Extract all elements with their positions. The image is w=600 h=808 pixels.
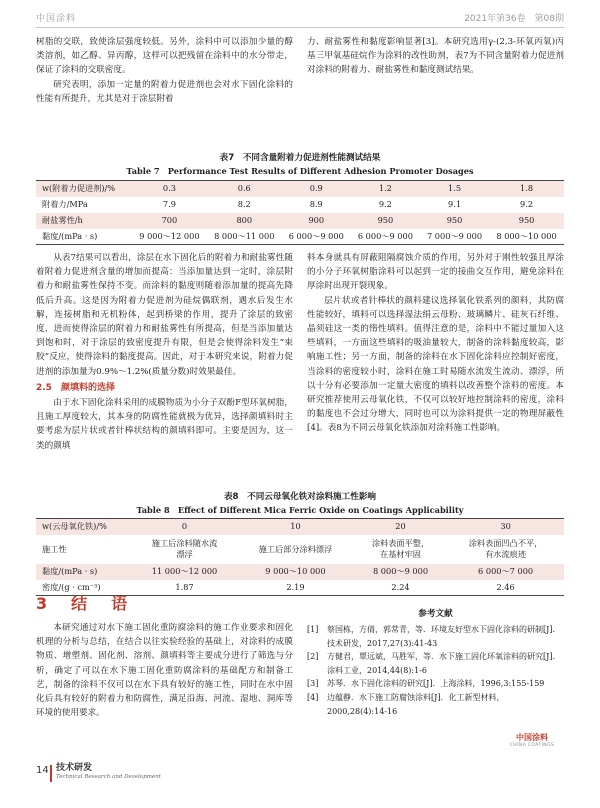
row-label: w(云母氧化铁)/% xyxy=(36,519,132,535)
table-cell: 0.3 xyxy=(132,181,207,197)
middle-right-column xyxy=(307,251,564,436)
top-left-column xyxy=(36,35,293,106)
table8-title-zh: 表8 不同云母氧化铁对涂料施工性影响 xyxy=(223,492,377,502)
table-cell: 2.46 xyxy=(447,580,564,596)
table-row xyxy=(36,564,564,580)
footer-section-en: Technical Research and Development xyxy=(56,774,161,780)
table-cell: 800 xyxy=(207,213,282,229)
row-label: 黏度/(mPa · s) xyxy=(36,229,132,245)
reference-text: 边蕴静．水下施工防腐蚀涂料[J]．化工新型材料，2000,28(4):14-16 xyxy=(327,692,505,716)
section-3-heading: 3 结 语 xyxy=(36,594,132,613)
table-cell: 950 xyxy=(351,213,420,229)
table-cell: 2.24 xyxy=(354,580,447,596)
row-label: 耐盐雾性/h xyxy=(36,213,132,229)
table-cell: 6 000～9 000 xyxy=(282,229,351,245)
table-cell: 6 000～7 000 xyxy=(447,564,564,580)
footer-accent-bar xyxy=(50,765,52,782)
table-cell: 0 xyxy=(132,519,237,535)
table-cell: 1.8 xyxy=(489,181,564,197)
table-cell: 1.5 xyxy=(420,181,489,197)
reference-number: [2] xyxy=(307,652,319,662)
row-label: 附着力/MPa xyxy=(42,199,88,209)
table-cell: 0.9 xyxy=(282,181,351,197)
reference-item xyxy=(307,691,564,718)
footer-section-zh: 技术研发 xyxy=(56,763,93,773)
table-cell: 9.2 xyxy=(378,199,392,209)
middle-right-paragraph-1: 料本身就具有屏蔽阻隔腐蚀介质的作用，另外对于刚性较强且厚涂的小分子环氧树脂涂料可以起到一定的接曲交互作用，避免涂料在厚涂时出现开裂现象。 xyxy=(307,253,564,292)
header-rule xyxy=(36,27,564,28)
table8 xyxy=(36,518,564,596)
page-number: 14 xyxy=(36,765,49,776)
row-label: 密度/(g · cm⁻³) xyxy=(36,580,132,596)
table-cell: 950 xyxy=(489,213,564,229)
table-cell: 8 000～10 000 xyxy=(489,229,564,245)
section-2-5-heading: 2.5 颜填料的选择 xyxy=(36,382,115,393)
table-cell: 施工后部分涂料漂浮 xyxy=(258,543,333,554)
row-label: w(附着力促进剂)/% xyxy=(36,181,132,197)
reference-item xyxy=(307,623,564,650)
table-cell: 8.9 xyxy=(309,199,323,209)
references-list xyxy=(307,623,564,718)
logo-zh: 中国涂料 xyxy=(516,733,548,742)
top-right-column xyxy=(307,35,564,78)
table7-title-en: Table 7 Performance Test Results of Different Adhesion Promoter Dosages xyxy=(126,166,474,176)
reference-text: 方健君，覃远斌，马胜军，等．水下施工固化环氧涂料的研究[J]．涂料工业，2014,44(8):1-6 xyxy=(327,652,561,675)
table-row xyxy=(36,229,564,245)
table7-title-zh: 表7 不同含量附着力促进剂性能测试结果 xyxy=(219,153,381,163)
table-cell: 8 000～11 000 xyxy=(207,229,282,245)
middle-left-column xyxy=(36,251,293,453)
journal-logo xyxy=(500,733,564,749)
table-cell: 1.87 xyxy=(132,580,237,596)
top-left-paragraph-1: 树脂的交联，致使涂层强度较低。另外，涂料中可以添加少量的醇类溶剂，如乙醇、异丙醇，这样可以把残留在涂料中的水分带走，保证了涂料的交联密度。 xyxy=(36,37,293,76)
table8-title-en: Table 8 Effect of Different Mica Ferric Oxide on Coatings Applicability xyxy=(136,505,464,515)
table-row xyxy=(36,519,564,535)
middle-right-paragraph-2: 层片状或者针棒状的颜料建议选择氧化铁系列的颜料，其防腐性能较好，填料可以选择湿法绢云母粉、玻璃鳞片、硅灰石纤维、晶须硅这一类的惰性填料。值得注意的是，涂料中不能过量加入这些填料，一方面这些填料的吸油量较大，制备的涂料黏度较高，影响施工性；另一方面，制备的涂料在水下固化涂料应控制好密度，当涂料的密度较小时，涂料在施工时易随水流发生流动、漂浮，所以十分有必要添加一定量大密度的填料以改善整个涂料的密度。本研究推荐使用云母氧化铁，不仅可以较好地控制涂料的密度，涂料的黏度也不会过分增大，同时也可以为涂料提供一定的物理屏蔽性[4]。表8为不同云母氧化铁添加对涂料施工性影响。 xyxy=(307,295,564,434)
table-cell: 7 000～9 000 xyxy=(420,229,489,245)
row-label: 黏度/(mPa · s) xyxy=(36,564,132,580)
table7-caption xyxy=(36,152,564,177)
journal-name: 中国涂料 xyxy=(36,14,77,24)
reference-item xyxy=(307,650,564,677)
top-left-paragraph-2: 研究表明，添加一定量的附着力促进剂也会对水下固化涂料的性能有所提升，尤其是对于涂层附着 xyxy=(36,79,293,104)
table-cell: 0.6 xyxy=(207,181,282,197)
table-row xyxy=(36,197,564,213)
table-row xyxy=(36,181,564,197)
middle-left-paragraph-2: 由于水下固化涂料采用的成膜物质为小分子双酚F型环氧树脂，且施工厚度较大，其本身的防腐性能就极为优异，选择颜填料时主要考虑为层片状或者针棒状结构的颜填料即可。主要是因为，这一类的颜填 xyxy=(36,398,293,451)
table-row xyxy=(36,535,564,564)
table-cell: 11 000～12 000 xyxy=(132,564,237,580)
reference-number: [4] xyxy=(307,692,319,702)
table-cell: 9.2 xyxy=(520,199,534,209)
references-title: 参考文献 xyxy=(418,609,453,619)
table-cell: 8.2 xyxy=(237,199,251,209)
table-cell: 涂料表面凹凸不平， 有水流痕迹 xyxy=(468,538,543,559)
table-cell: 施工后涂料随水流 漂浮 xyxy=(151,538,218,559)
table-cell: 7.9 xyxy=(162,199,176,209)
table-cell: 900 xyxy=(282,213,351,229)
middle-left-paragraph-1: 从表7结果可以看出，涂层在水下固化后的附着力和耐盐雾性随着附着力促进剂含量的增加而提高：当添加量达到一定时，涂层附着力和耐盐雾性保持不变。而涂料的黏度则随着添加量的提高先降低后升高。这是因为附着力促进剂为硅烷偶联剂，遇水后发生水解，连接树脂和无机粉体，起到桥梁的作用，提升了涂层的致密度，进而使得涂层的附着力和耐盐雾性有所提高，但是当添加量达到饱和时，对于涂层的致密度提升有限，但是会使得涂料发生“束胶”反应，使得涂料的黏度提高。因此，对于本研究来说，附着力促进剂的添加量为0.9%～1.2%(质量分数)时效果最佳。 xyxy=(36,253,293,377)
table-cell: 9 000～10 000 xyxy=(237,564,354,580)
reference-text: 蔡国栋，方倩，郭常青，等．环境友好型水下固化涂料的研制[J]．技术研发，2017,27(3):41-43 xyxy=(327,625,561,648)
conclusion-paragraph: 本研究通过对水下施工固化重防腐涂料的施工作业要求和固化机理的分析与总结，在结合以往实验经验的基础上，对涂料的成膜物质、增塑剂、固化剂、溶剂、颜填料等主要成分进行了筛选与分析，确定了可以在水下施工固化重防腐涂料的基础配方和制备工艺，制备的涂料不仅可以在水下具有较好的施工性，同时在水中固化后具有较好的附着力和防腐性，满足沿海、河流、湿地、洞库等环境的使用要求。 xyxy=(36,623,293,719)
reference-number: [3] xyxy=(307,679,319,689)
table-cell: 2.19 xyxy=(237,580,354,596)
table-cell: 6 000～9 000 xyxy=(351,229,420,245)
reference-number: [1] xyxy=(307,625,319,634)
table-cell: 1.2 xyxy=(351,181,420,197)
issue-info: 2021年第36卷 第08期 xyxy=(464,14,564,24)
table-cell: 20 xyxy=(354,519,447,535)
conclusion-column xyxy=(36,621,293,720)
table-cell: 9 000～12 000 xyxy=(132,229,207,245)
row-label: 施工性 xyxy=(42,543,67,554)
logo-en: CHINA COATINGS xyxy=(509,743,555,748)
table7 xyxy=(36,180,564,245)
table-cell: 950 xyxy=(420,213,489,229)
table-cell: 涂料表面平整， 在基材牢固 xyxy=(371,538,430,559)
reference-text: 苏琴．水下固化涂料的研究[J]．上海涂料，1996,3:155-159 xyxy=(327,679,545,689)
table-cell: 10 xyxy=(237,519,354,535)
table-row xyxy=(36,213,564,229)
table-cell: 9.1 xyxy=(448,199,462,209)
top-right-paragraph: 力、耐盐雾性和黏度影响显著[3]。本研究选用γ-(2,3-环氧丙氧)丙基三甲氧基硅烷作为涂料的改性助剂，表7为不同含量附着力促进剂对涂料的附着力、耐盐雾性和黏度测试结果。 xyxy=(307,37,564,76)
table-cell: 30 xyxy=(447,519,564,535)
table-cell: 8 000～9 000 xyxy=(354,564,447,580)
table-cell: 700 xyxy=(132,213,207,229)
reference-item xyxy=(307,677,564,691)
table8-caption xyxy=(36,491,564,516)
